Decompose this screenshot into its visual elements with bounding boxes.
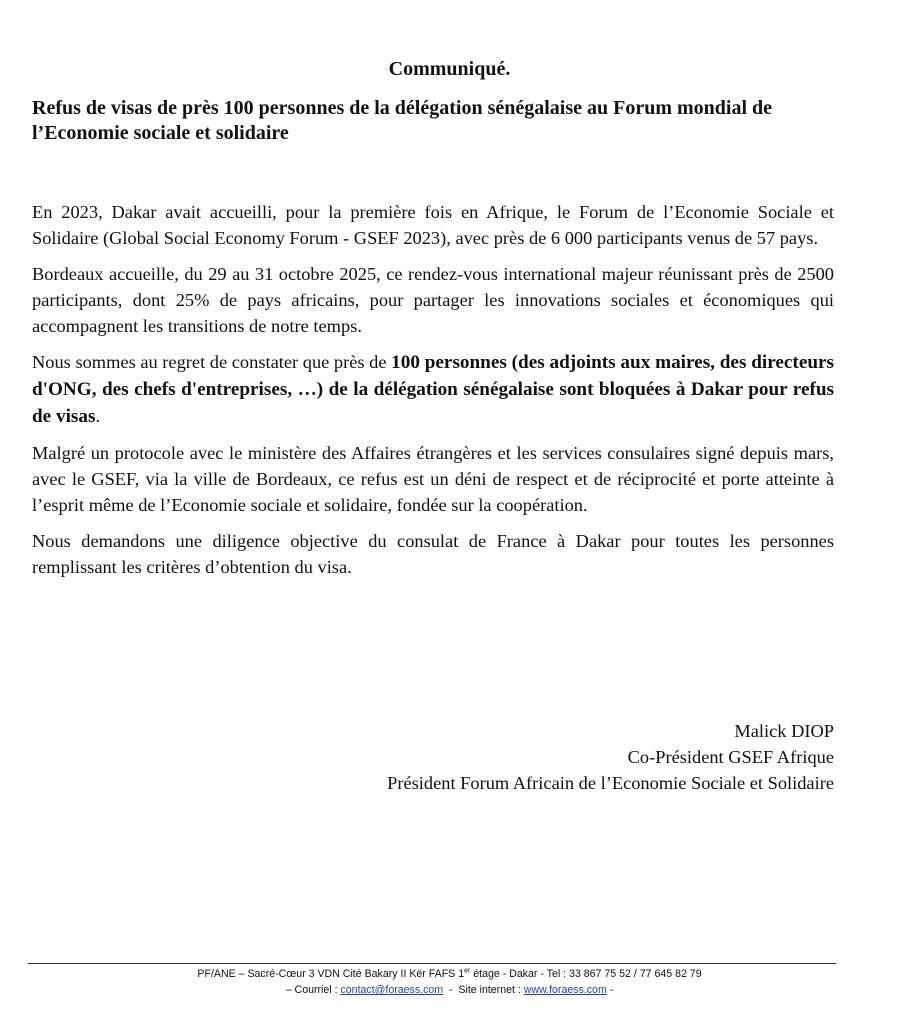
paragraph-3-lead: Nous sommes au regret de constater que près de (32, 352, 392, 372)
footer-site-suffix: - (606, 984, 614, 996)
paragraph-3-end: . (95, 406, 101, 426)
paragraph-3-emphasis: 100 personnes (des adjoints aux maires, des directeurs d'ONG, des chefs d'entreprises, …) de la délégation sénégalaise sont bloquées à Dakar pour refus de visas (32, 352, 834, 427)
footer-site-label: - Site internet : (443, 984, 524, 996)
signatory-name: Malick DIOP (734, 721, 834, 741)
signatory-role-2: Président Forum Africain de l’Economie Sociale et Solidaire (387, 773, 834, 793)
footer-email-label: – Courriel : (285, 984, 341, 996)
paragraph-4: Malgré un protocole avec le ministère des Affaires étrangères et les services consulaires signé depuis mars, avec le GSEF, via la ville de Bordeaux, ce refus est un déni de respect et de réciprocité et porte atteinte à l’esprit même de l’Economie sociale et solidaire, fondée sur la coopération. (32, 443, 834, 515)
document-subject: Refus de visas de près 100 personnes de la délégation sénégalaise au Forum mondial de l’Economie sociale et solidaire (32, 97, 773, 144)
paragraph-3 (32, 349, 834, 430)
signature-block (387, 718, 834, 796)
footer-address (0, 966, 899, 982)
paragraph-2: Bordeaux accueille, du 29 au 31 octobre 2025, ce rendez-vous international majeur réunissant près de 2500 participants, dont 25% de pays africains, pour partager les innovations sociales et économiques qui accompagnent les transitions de notre temps. (32, 264, 834, 336)
footer-divider (28, 963, 836, 964)
footer-contact (0, 982, 899, 998)
document-body (32, 199, 834, 590)
footer-address-superscript: er (464, 967, 471, 975)
signatory-role-1: Co-Président GSEF Afrique (627, 747, 834, 767)
email-link[interactable]: contact@foraess.com (340, 984, 444, 996)
website-link[interactable]: www.foraess.com (523, 984, 607, 996)
paragraph-1: En 2023, Dakar avait accueilli, pour la première fois en Afrique, le Forum de l’Economie Sociale et Solidaire (Global Social Economy Forum - GSEF 2023), avec près de 6 000 participants venus de 57 pays. (32, 202, 834, 248)
footer (0, 966, 899, 998)
footer-address-part-2: étage - Dakar - Tel : 33 867 75 52 / 77 645 82 79 (470, 968, 702, 980)
paragraph-5: Nous demandons une diligence objective du consulat de France à Dakar pour toutes les personnes remplissant les critères d’obtention du visa. (32, 531, 834, 577)
footer-address-part-1: PF/ANE – Sacré-Cœur 3 VDN Cité Bakary II Kër FAFS 1 (197, 968, 465, 980)
document-title: Communiqué. (388, 58, 511, 80)
